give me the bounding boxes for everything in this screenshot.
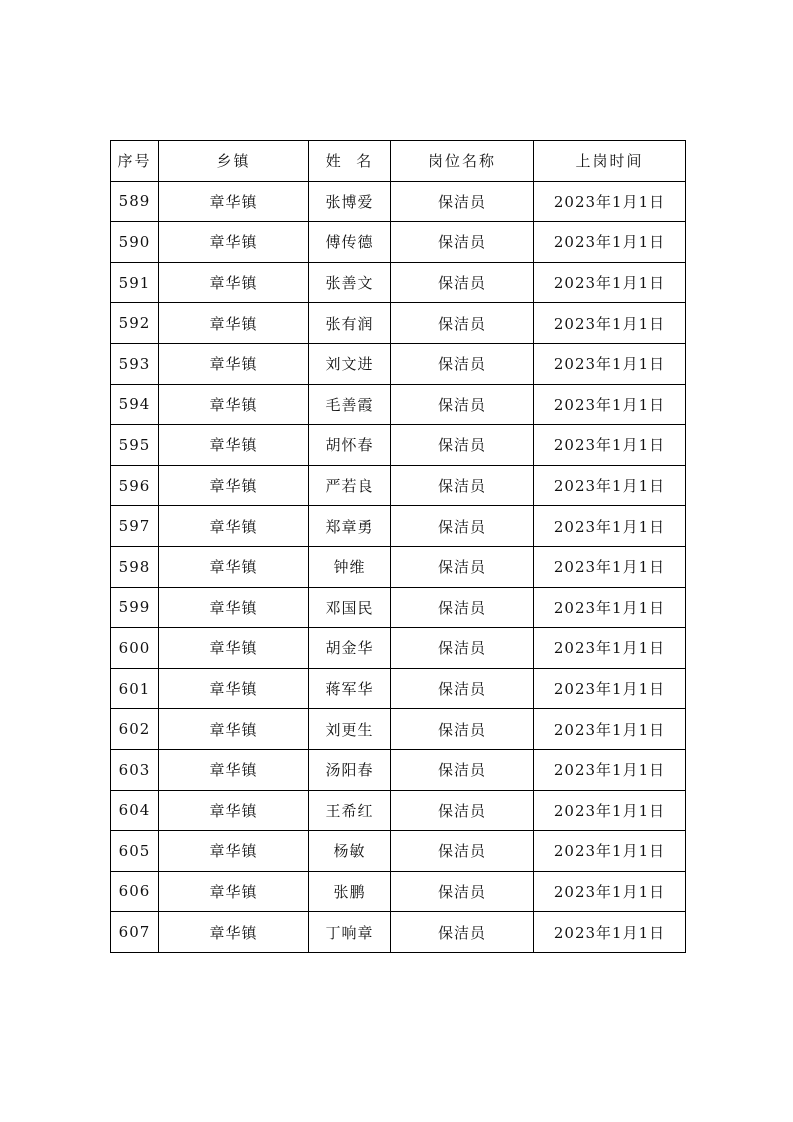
cell-township: 章华镇 — [159, 343, 309, 384]
cell-name: 王希红 — [309, 790, 391, 831]
header-serial-number: 序号 — [111, 141, 159, 182]
cell-start-date: 2023年1月1日 — [534, 709, 686, 750]
cell-township: 章华镇 — [159, 831, 309, 872]
cell-name: 张有润 — [309, 303, 391, 344]
cell-serial-number: 592 — [111, 303, 159, 344]
cell-start-date: 2023年1月1日 — [534, 303, 686, 344]
cell-position: 保洁员 — [391, 587, 534, 628]
cell-position: 保洁员 — [391, 871, 534, 912]
cell-start-date: 2023年1月1日 — [534, 587, 686, 628]
cell-serial-number: 596 — [111, 465, 159, 506]
cell-start-date: 2023年1月1日 — [534, 831, 686, 872]
cell-name: 胡怀春 — [309, 425, 391, 466]
cell-position: 保洁员 — [391, 343, 534, 384]
cell-start-date: 2023年1月1日 — [534, 912, 686, 953]
table-row — [111, 343, 686, 384]
cell-name: 汤阳春 — [309, 749, 391, 790]
cell-serial-number: 602 — [111, 709, 159, 750]
cell-position: 保洁员 — [391, 749, 534, 790]
header-start-date: 上岗时间 — [534, 141, 686, 182]
cell-position: 保洁员 — [391, 384, 534, 425]
cell-serial-number: 599 — [111, 587, 159, 628]
cell-name: 蒋军华 — [309, 668, 391, 709]
cell-start-date: 2023年1月1日 — [534, 384, 686, 425]
table-row — [111, 181, 686, 222]
cell-position: 保洁员 — [391, 790, 534, 831]
cell-position: 保洁员 — [391, 628, 534, 669]
cell-name: 傅传德 — [309, 222, 391, 263]
table-row — [111, 222, 686, 263]
cell-township: 章华镇 — [159, 384, 309, 425]
cell-position: 保洁员 — [391, 425, 534, 466]
table-header-row — [111, 141, 686, 182]
header-position: 岗位名称 — [391, 141, 534, 182]
cell-name: 丁响章 — [309, 912, 391, 953]
cell-position: 保洁员 — [391, 181, 534, 222]
table-row — [111, 303, 686, 344]
cell-township: 章华镇 — [159, 749, 309, 790]
cell-serial-number: 598 — [111, 546, 159, 587]
cell-start-date: 2023年1月1日 — [534, 222, 686, 263]
cell-start-date: 2023年1月1日 — [534, 465, 686, 506]
cell-township: 章华镇 — [159, 790, 309, 831]
cell-township: 章华镇 — [159, 181, 309, 222]
cell-name: 严若良 — [309, 465, 391, 506]
cell-position: 保洁员 — [391, 546, 534, 587]
cell-start-date: 2023年1月1日 — [534, 546, 686, 587]
cell-start-date: 2023年1月1日 — [534, 668, 686, 709]
table-row — [111, 628, 686, 669]
cell-township: 章华镇 — [159, 506, 309, 547]
cell-name: 张博爱 — [309, 181, 391, 222]
cell-start-date: 2023年1月1日 — [534, 181, 686, 222]
table-row — [111, 465, 686, 506]
cell-start-date: 2023年1月1日 — [534, 790, 686, 831]
cell-position: 保洁员 — [391, 709, 534, 750]
cell-township: 章华镇 — [159, 262, 309, 303]
cell-township: 章华镇 — [159, 668, 309, 709]
cell-serial-number: 604 — [111, 790, 159, 831]
cell-township: 章华镇 — [159, 912, 309, 953]
cell-name: 胡金华 — [309, 628, 391, 669]
table-row — [111, 709, 686, 750]
cell-name: 郑章勇 — [309, 506, 391, 547]
table-row — [111, 912, 686, 953]
cell-serial-number: 603 — [111, 749, 159, 790]
cell-township: 章华镇 — [159, 465, 309, 506]
table-row — [111, 587, 686, 628]
staff-roster-table — [110, 140, 686, 953]
cell-position: 保洁员 — [391, 465, 534, 506]
table-row — [111, 831, 686, 872]
cell-township: 章华镇 — [159, 587, 309, 628]
cell-position: 保洁员 — [391, 262, 534, 303]
cell-serial-number: 606 — [111, 871, 159, 912]
table-row — [111, 506, 686, 547]
cell-start-date: 2023年1月1日 — [534, 628, 686, 669]
cell-name: 钟维 — [309, 546, 391, 587]
cell-serial-number: 607 — [111, 912, 159, 953]
table-row — [111, 871, 686, 912]
cell-township: 章华镇 — [159, 871, 309, 912]
cell-serial-number: 605 — [111, 831, 159, 872]
cell-name: 张鹏 — [309, 871, 391, 912]
cell-serial-number: 593 — [111, 343, 159, 384]
cell-position: 保洁员 — [391, 912, 534, 953]
cell-position: 保洁员 — [391, 506, 534, 547]
cell-township: 章华镇 — [159, 709, 309, 750]
cell-serial-number: 600 — [111, 628, 159, 669]
table-row — [111, 749, 686, 790]
cell-position: 保洁员 — [391, 303, 534, 344]
cell-township: 章华镇 — [159, 222, 309, 263]
cell-start-date: 2023年1月1日 — [534, 343, 686, 384]
cell-name: 杨敏 — [309, 831, 391, 872]
cell-start-date: 2023年1月1日 — [534, 749, 686, 790]
cell-township: 章华镇 — [159, 425, 309, 466]
cell-serial-number: 595 — [111, 425, 159, 466]
table-row — [111, 668, 686, 709]
cell-serial-number: 594 — [111, 384, 159, 425]
cell-name: 张善文 — [309, 262, 391, 303]
cell-name: 刘更生 — [309, 709, 391, 750]
cell-serial-number: 590 — [111, 222, 159, 263]
header-name: 姓 名 — [309, 141, 391, 182]
table-row — [111, 790, 686, 831]
table-row — [111, 425, 686, 466]
cell-start-date: 2023年1月1日 — [534, 425, 686, 466]
cell-start-date: 2023年1月1日 — [534, 262, 686, 303]
cell-position: 保洁员 — [391, 831, 534, 872]
cell-name: 毛善霞 — [309, 384, 391, 425]
cell-position: 保洁员 — [391, 668, 534, 709]
cell-serial-number: 591 — [111, 262, 159, 303]
cell-serial-number: 597 — [111, 506, 159, 547]
cell-position: 保洁员 — [391, 222, 534, 263]
cell-start-date: 2023年1月1日 — [534, 871, 686, 912]
table-row — [111, 262, 686, 303]
cell-township: 章华镇 — [159, 303, 309, 344]
cell-township: 章华镇 — [159, 546, 309, 587]
cell-serial-number: 601 — [111, 668, 159, 709]
header-township: 乡镇 — [159, 141, 309, 182]
cell-township: 章华镇 — [159, 628, 309, 669]
table-row — [111, 384, 686, 425]
cell-serial-number: 589 — [111, 181, 159, 222]
cell-name: 邓国民 — [309, 587, 391, 628]
table-body — [111, 181, 686, 952]
table-row — [111, 546, 686, 587]
cell-start-date: 2023年1月1日 — [534, 506, 686, 547]
cell-name: 刘文进 — [309, 343, 391, 384]
